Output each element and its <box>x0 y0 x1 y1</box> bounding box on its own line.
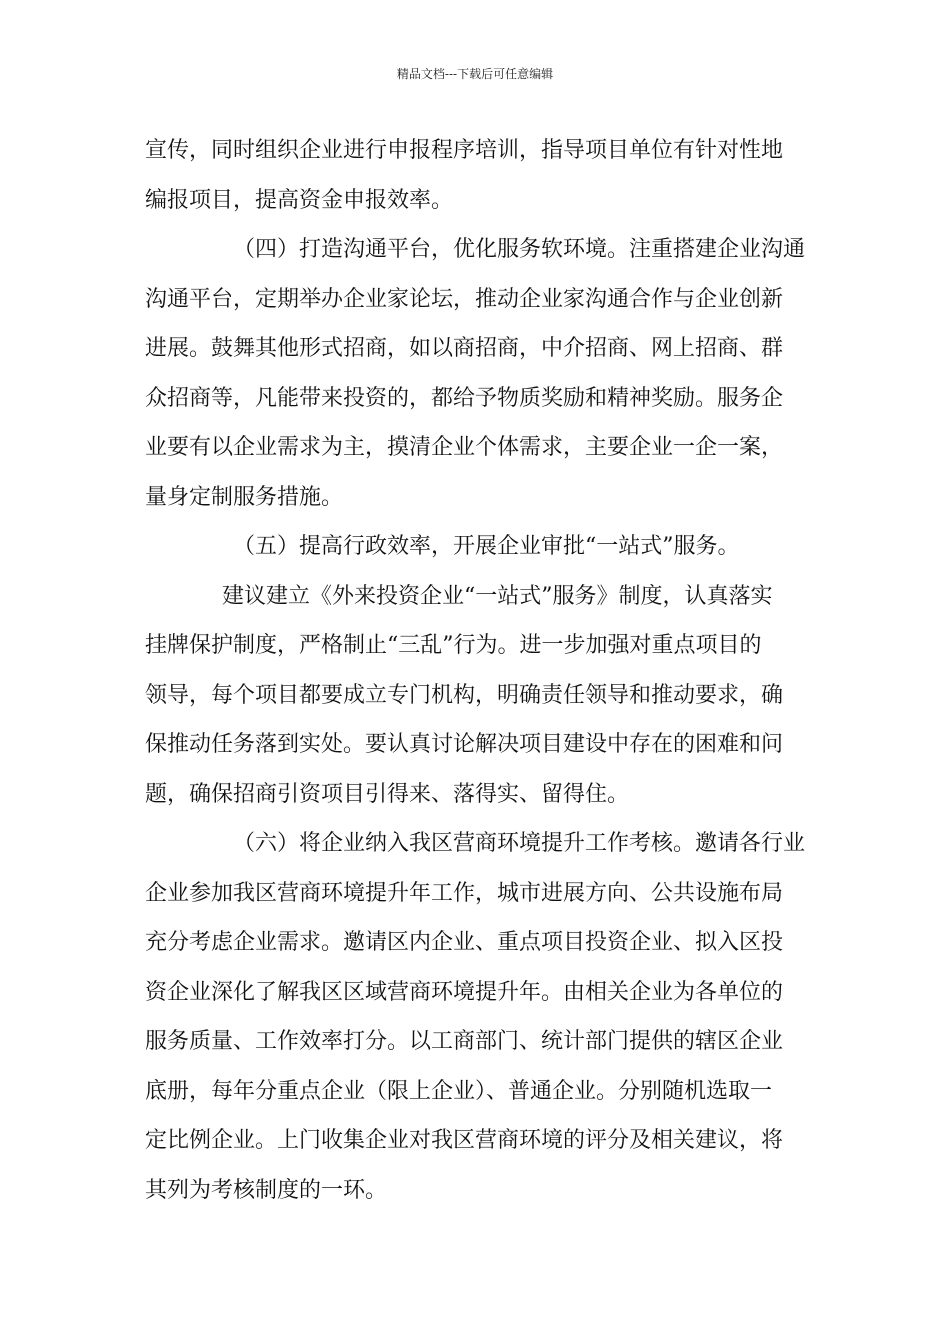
text-line: 领导，每个项目都要成立专门机构，明确责任领导和推动要求，确 <box>145 682 784 708</box>
text-line: 资企业深化了解我区区域营商环境提升年。由相关企业为各单位的 <box>145 979 784 1005</box>
text-line: 沟通平台，定期举办企业家论坛，推动企业家沟通合作与企业创新 <box>145 286 784 312</box>
section-heading-6: （六）将企业纳入我区营商环境提升工作考核。邀请各行业 <box>233 831 806 856</box>
section-heading-5: （五）提高行政效率，开展企业审批“一站式”服务。 <box>233 534 740 559</box>
text-line: 编报项目，提高资金申报效率。 <box>145 187 454 213</box>
document-body <box>145 126 810 1215</box>
text-line: 量身定制服务措施。 <box>145 484 344 510</box>
text-line: 挂牌保护制度，严格制止“三乱”行为。进一步加强对重点项目的 <box>145 633 762 658</box>
text-line: 其列为考核制度的一环。 <box>145 1177 388 1203</box>
text-line: 保推动任务落到实处。要认真讨论解决项目建设中存在的困难和问 <box>145 732 784 757</box>
text-line: 进展。鼓舞其他形式招商，如以商招商，中介招商、网上招商、群 <box>145 336 784 361</box>
text-line: 服务质量、工作效率打分。以工商部门、统计部门提供的辖区企业 <box>145 1029 784 1054</box>
text-line: 定比例企业。上门收集企业对我区营商环境的评分及相关建议，将 <box>145 1128 784 1153</box>
text-line: 宣传，同时组织企业进行申报程序培训，指导项目单位有针对性地 <box>145 138 784 163</box>
text-line: 众招商等，凡能带来投资的，都给予物质奖励和精神奖励。服务企 <box>145 385 784 411</box>
page-header: 精品文档---下载后可任意编辑 <box>396 67 554 81</box>
text-line: 底册，每年分重点企业（限上企业）、普通企业。分别随机选取一 <box>145 1078 773 1104</box>
text-line: 业要有以企业需求为主，摸清企业个体需求，主要企业一企一案， <box>145 435 784 460</box>
text-line: 充分考虑企业需求。邀请区内企业、重点项目投资企业、拟入区投 <box>145 930 784 955</box>
section-heading-4: （四）打造沟通平台，优化服务软环境。注重搭建企业沟通 <box>233 237 806 262</box>
paragraph-start: 建议建立《外来投资企业“一站式”服务》制度，认真落实 <box>222 583 773 609</box>
text-line: 企业参加我区营商环境提升年工作，城市进展方向、公共设施布局 <box>145 880 784 906</box>
text-line: 题，确保招商引资项目引得来、落得实、留得住。 <box>145 781 630 807</box>
